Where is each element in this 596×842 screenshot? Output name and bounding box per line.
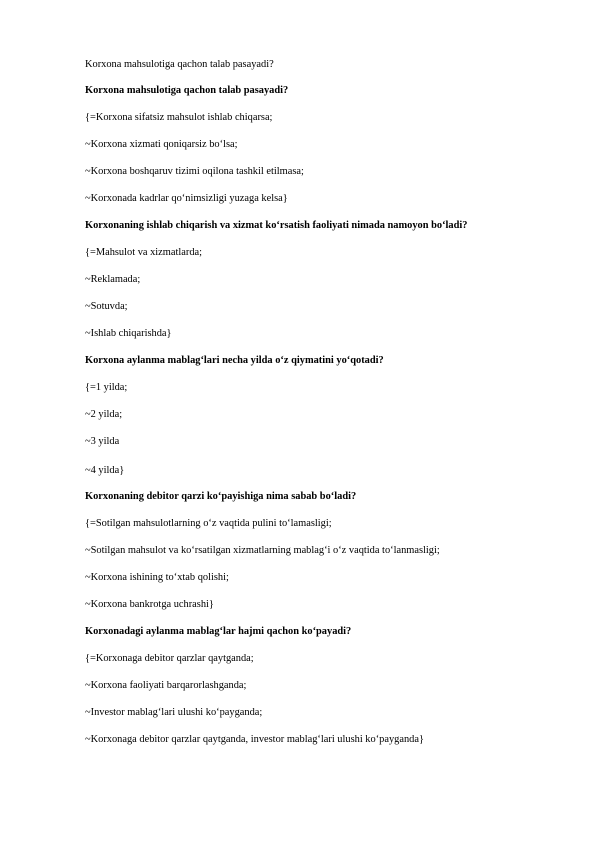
answer-option: ~Ishlab chiqarishda} [85, 328, 172, 339]
question-5: Korxonadagi aylanma mablag‘lar hajmi qachon ko‘payadi? [85, 626, 352, 637]
answer-option: ~Korxona ishining to‘xtab qolishi; [85, 572, 229, 583]
question-4: Korxonaning debitor qarzi ko‘payishiga nima sabab bo‘ladi? [85, 491, 357, 502]
question-3: Korxona aylanma mablag‘lari necha yilda o‘z qiymatini yo‘qotadi? [85, 355, 384, 366]
answer-option: ~Korxona xizmati qoniqarsiz bo‘lsa; [85, 139, 238, 150]
answer-option: ~Investor mablag‘lari ulushi ko‘payganda; [85, 707, 263, 718]
question-2: Korxonaning ishlab chiqarish va xizmat ko‘rsatish faoliyati nimada namoyon bo‘ladi? [85, 220, 468, 231]
answer-option: ~Korxona faoliyati barqarorlashganda; [85, 680, 247, 691]
answer-option: {=Mahsulot va xizmatlarda; [85, 247, 203, 258]
answer-option: ~Sotuvda; [85, 301, 128, 312]
answer-option: ~Korxonada kadrlar qo‘nimsizligi yuzaga kelsa} [85, 193, 288, 204]
answer-option: ~4 yilda} [85, 465, 125, 476]
answer-option: {=Sotilgan mahsulotlarning o‘z vaqtida pulini to‘lamasligi; [85, 518, 332, 529]
answer-option: {=Korxona sifatsiz mahsulot ishlab chiqarsa; [85, 112, 273, 123]
answer-option: ~3 yilda [85, 436, 120, 447]
answer-option: ~Reklamada; [85, 274, 141, 285]
answer-option: {=Korxonaga debitor qarzlar qaytganda; [85, 653, 254, 664]
answer-option: ~Korxona boshqaruv tizimi oqilona tashkil etilmasa; [85, 166, 304, 177]
question-1: Korxona mahsulotiga qachon talab pasayadi? [85, 85, 289, 96]
answer-option: ~Korxona bankrotga uchrashi} [85, 599, 214, 610]
answer-option: ~Sotilgan mahsulot va ko‘rsatilgan xizmatlarning mablag‘i o‘z vaqtida to‘lanmasligi; [85, 545, 440, 556]
answer-option: {=1 yilda; [85, 382, 128, 393]
answer-option: ~Korxonaga debitor qarzlar qaytganda, investor mablag‘lari ulushi ko‘payganda} [85, 734, 424, 745]
intro-line: Korxona mahsulotiga qachon talab pasayadi? [85, 59, 274, 70]
answer-option: ~2 yilda; [85, 409, 123, 420]
